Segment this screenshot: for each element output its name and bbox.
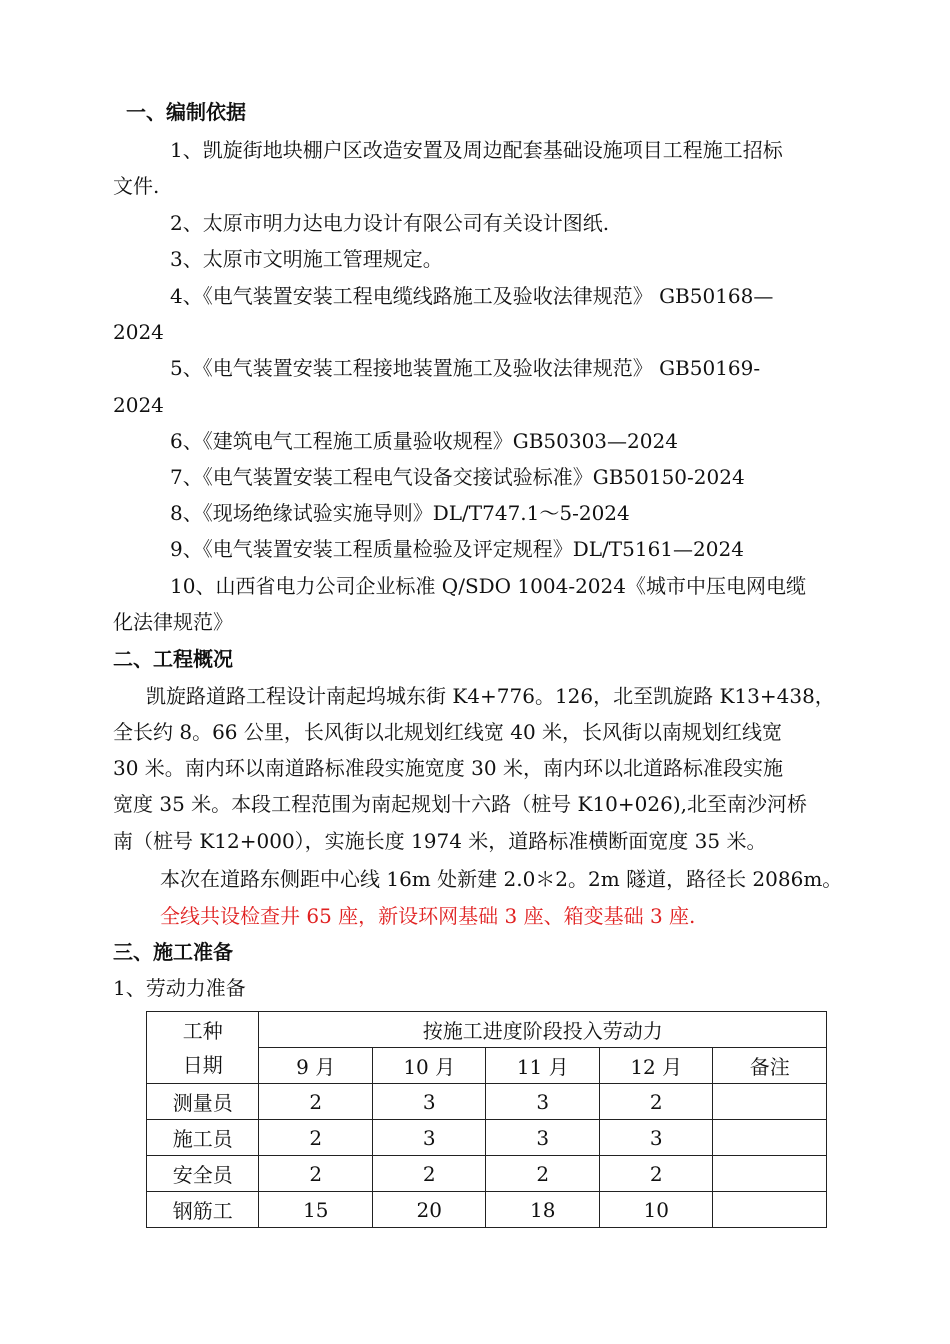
labor-prep-heading: 1、劳动力准备 — [113, 976, 246, 1000]
overview-line-4: 宽度 35 米。本段工程范围为南起规划十六路（桩号 K10+026),北至南沙河桥 — [113, 792, 808, 816]
remarks-header: 备注 — [713, 1048, 827, 1084]
role-cell: 钢筋工 — [147, 1192, 259, 1228]
month-header: 10 月 — [372, 1048, 486, 1084]
remarks-cell — [713, 1156, 827, 1192]
value-cell: 2 — [259, 1120, 373, 1156]
remarks-cell — [713, 1084, 827, 1120]
role-cell: 施工员 — [147, 1120, 259, 1156]
basis-item-3: 3、太原市文明施工管理规定。 — [170, 247, 443, 271]
value-cell: 2 — [599, 1084, 713, 1120]
value-cell: 2 — [259, 1084, 373, 1120]
value-cell: 20 — [372, 1192, 486, 1228]
basis-item-7: 7、《电气装置安装工程电气设备交接试验标准》GB50150-2024 — [170, 465, 745, 489]
corner-top-label: 工种 — [182, 1018, 223, 1043]
basis-item-10-cont: 化法律规范》 — [113, 610, 233, 634]
value-cell: 15 — [259, 1192, 373, 1228]
basis-item-1: 1、凯旋街地块棚户区改造安置及周边配套基础设施项目工程施工招标 — [170, 138, 783, 162]
basis-item-4: 4、《电气装置安装工程电缆线路施工及验收法律规范》 GB50168— — [170, 284, 774, 308]
month-header: 11 月 — [486, 1048, 600, 1084]
remarks-cell — [713, 1120, 827, 1156]
value-cell: 2 — [372, 1156, 486, 1192]
section2-heading: 二、工程概况 — [113, 647, 233, 671]
corner-bottom-label: 日期 — [182, 1052, 223, 1077]
basis-item-5-cont: 2024 — [113, 393, 164, 417]
value-cell: 2 — [259, 1156, 373, 1192]
value-cell: 3 — [372, 1084, 486, 1120]
value-cell: 2 — [486, 1156, 600, 1192]
basis-item-10: 10、山西省电力公司企业标准 Q/SDO 1004-2024《城市中压电网电缆 — [170, 574, 806, 598]
value-cell: 2 — [599, 1156, 713, 1192]
section3-heading: 三、施工准备 — [113, 940, 233, 964]
remarks-cell — [713, 1192, 827, 1228]
month-header: 9 月 — [259, 1048, 373, 1084]
value-cell: 3 — [372, 1120, 486, 1156]
month-header: 12 月 — [599, 1048, 713, 1084]
span-header: 按施工进度阶段投入劳动力 — [259, 1012, 827, 1048]
value-cell: 18 — [486, 1192, 600, 1228]
overview-line-5: 南（桩号 K12+000），实施长度 1974 米，道路标准横断面宽度 35 米。 — [113, 829, 767, 853]
table-row — [147, 1084, 827, 1120]
overview-line-2: 全长约 8。66 公里，长风街以北规划红线宽 40 米，长风街以南规划红线宽 — [113, 720, 783, 744]
table-header-row — [147, 1012, 827, 1048]
overview-line-6: 本次在道路东侧距中心线 16m 处新建 2.0＊2。2m 隧道，路径长 2086m。 — [160, 867, 843, 891]
value-cell: 3 — [599, 1120, 713, 1156]
basis-item-4-cont: 2024 — [113, 320, 164, 344]
basis-item-5: 5、《电气装置安装工程接地装置施工及验收法律规范》 GB50169- — [170, 356, 761, 380]
basis-item-1-cont: 文件. — [113, 174, 160, 198]
table-row — [147, 1156, 827, 1192]
overview-line-3: 30 米。南内环以南道路标准段实施宽度 30 米，南内环以北道路标准段实施 — [113, 756, 783, 780]
overview-line-1: 凯旋路道路工程设计南起坞城东街 K4+776。126，北至凯旋路 K13+438， — [146, 684, 835, 708]
value-cell: 3 — [486, 1084, 600, 1120]
value-cell: 3 — [486, 1120, 600, 1156]
role-cell: 安全员 — [147, 1156, 259, 1192]
value-cell: 10 — [599, 1192, 713, 1228]
corner-cell — [147, 1012, 259, 1084]
basis-item-8: 8、《现场绝缘试验实施导则》DL/T747.1～5-2024 — [170, 501, 630, 525]
basis-item-9: 9、《电气装置安装工程质量检验及评定规程》DL/T5161—2024 — [170, 537, 744, 561]
overview-highlight: 全线共设检查井 65 座，新设环网基础 3 座、箱变基础 3 座. — [160, 904, 696, 928]
table-row — [147, 1192, 827, 1228]
labor-table — [146, 1011, 827, 1228]
basis-item-6: 6、《建筑电气工程施工质量验收规程》GB50303—2024 — [170, 429, 678, 453]
table-row — [147, 1120, 827, 1156]
role-cell: 测量员 — [147, 1084, 259, 1120]
section1-heading: 一、编制依据 — [126, 100, 246, 124]
basis-item-2: 2、太原市明力达电力设计有限公司有关设计图纸. — [170, 211, 610, 235]
